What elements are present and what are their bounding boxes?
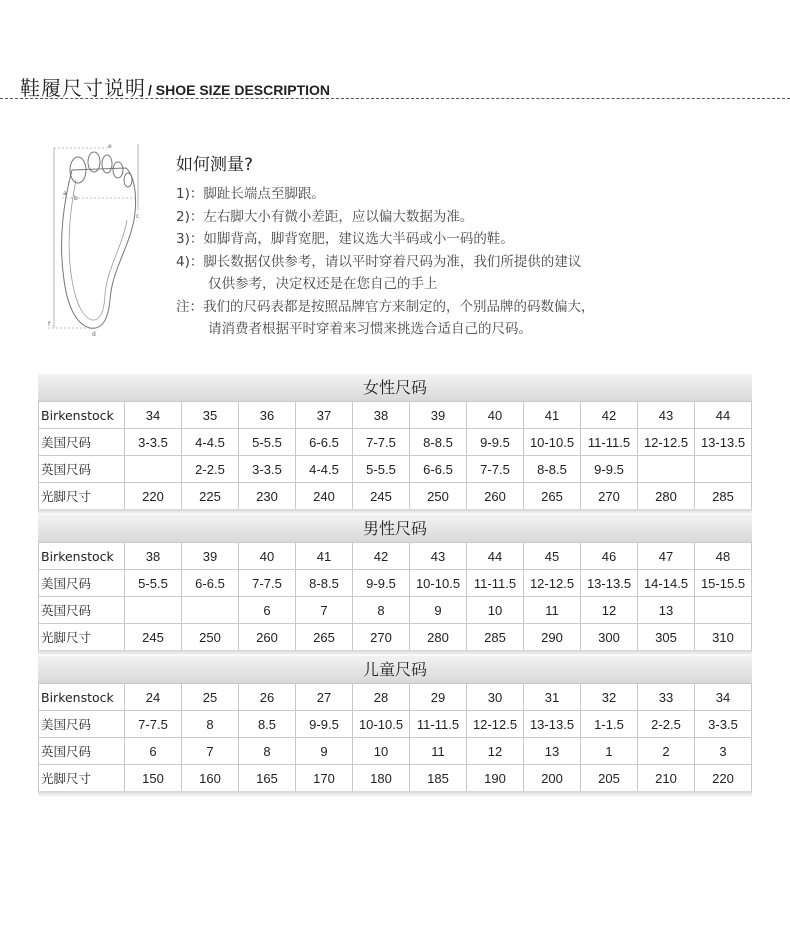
table-cell: 160 — [182, 765, 239, 792]
table-cell: 8-8.5 — [524, 456, 581, 483]
table-cell: 250 — [182, 624, 239, 651]
table-cell: 6 — [239, 597, 296, 624]
table-cell: 4-4.5 — [296, 456, 353, 483]
table-cell — [695, 456, 752, 483]
table-cell: 14-14.5 — [638, 570, 695, 597]
table-cell: 44 — [695, 402, 752, 429]
table-cell: 4-4.5 — [182, 429, 239, 456]
table-cell: 6 — [125, 738, 182, 765]
table-cell — [125, 456, 182, 483]
table-cell: 39 — [410, 402, 467, 429]
row-label: 光脚尺寸 — [39, 483, 125, 510]
table-cell: 34 — [125, 402, 182, 429]
table-cell: 10-10.5 — [524, 429, 581, 456]
table-cell: 25 — [182, 684, 239, 711]
foot-label-a: a — [63, 190, 67, 197]
table-cell: 10 — [467, 597, 524, 624]
table-cell: 38 — [125, 543, 182, 570]
table-cell: 9-9.5 — [467, 429, 524, 456]
table-cell: 245 — [125, 624, 182, 651]
table-cell: 260 — [239, 624, 296, 651]
table-cell: 9-9.5 — [581, 456, 638, 483]
table-cell: 11 — [524, 597, 581, 624]
table-cell: 8.5 — [239, 711, 296, 738]
table-cell: 2-2.5 — [638, 711, 695, 738]
table-cell: 8 — [182, 711, 239, 738]
table-cell: 150 — [125, 765, 182, 792]
foot-label-b: b — [74, 195, 78, 202]
table-cell: 210 — [638, 765, 695, 792]
table-cell: 220 — [125, 483, 182, 510]
table-cell: 13 — [524, 738, 581, 765]
table-cell: 205 — [581, 765, 638, 792]
table-row — [39, 483, 752, 510]
table-cell: 240 — [296, 483, 353, 510]
table-cell: 260 — [467, 483, 524, 510]
table-cell: 3 — [695, 738, 752, 765]
header-title-cn: 鞋履尺寸说明 — [20, 76, 146, 100]
table-cell: 180 — [353, 765, 410, 792]
table-cell: 43 — [638, 402, 695, 429]
table-cell: 30 — [467, 684, 524, 711]
table-cell: 33 — [638, 684, 695, 711]
table-cell: 13 — [638, 597, 695, 624]
men-size-table — [38, 542, 752, 651]
table-cell: 34 — [695, 684, 752, 711]
table-cell: 5-5.5 — [239, 429, 296, 456]
table-row — [39, 684, 752, 711]
table-cell: 26 — [239, 684, 296, 711]
table-cell: 47 — [638, 543, 695, 570]
table-cell: 13-13.5 — [524, 711, 581, 738]
table-cell: 8-8.5 — [296, 570, 353, 597]
row-label: 美国尺码 — [39, 711, 125, 738]
table-cell: 27 — [296, 684, 353, 711]
table-cell: 13-13.5 — [695, 429, 752, 456]
table-cell: 8 — [353, 597, 410, 624]
measure-instructions — [176, 150, 776, 341]
table-cell: 220 — [695, 765, 752, 792]
table-cell: 7-7.5 — [125, 711, 182, 738]
women-size-section — [38, 374, 752, 510]
table-cell: 10-10.5 — [353, 711, 410, 738]
table-cell: 170 — [296, 765, 353, 792]
table-cell: 44 — [467, 543, 524, 570]
table-cell: 12-12.5 — [467, 711, 524, 738]
table-cell: 270 — [581, 483, 638, 510]
table-cell: 32 — [581, 684, 638, 711]
table-cell: 12-12.5 — [524, 570, 581, 597]
page-header — [20, 72, 330, 101]
table-cell: 280 — [638, 483, 695, 510]
row-label: 英国尺码 — [39, 597, 125, 624]
table-cell: 42 — [581, 402, 638, 429]
table-cell: 45 — [524, 543, 581, 570]
women-size-table — [38, 401, 752, 510]
table-cell: 46 — [581, 543, 638, 570]
table-cell: 225 — [182, 483, 239, 510]
table-cell: 230 — [239, 483, 296, 510]
row-label: 英国尺码 — [39, 456, 125, 483]
table-cell: 48 — [695, 543, 752, 570]
table-row — [39, 543, 752, 570]
foot-label-e: e — [108, 143, 112, 150]
table-row — [39, 429, 752, 456]
table-cell: 1 — [581, 738, 638, 765]
table-row — [39, 765, 752, 792]
table-cell: 35 — [182, 402, 239, 429]
measure-line: 1)：脚趾长端点至脚跟。 — [176, 186, 325, 202]
table-cell: 31 — [524, 684, 581, 711]
table-cell: 6-6.5 — [410, 456, 467, 483]
table-cell: 5-5.5 — [353, 456, 410, 483]
row-label: 光脚尺寸 — [39, 624, 125, 651]
table-row — [39, 624, 752, 651]
foot-label-f: f — [48, 321, 51, 328]
table-cell: 28 — [353, 684, 410, 711]
women-table-title: 女性尺码 — [38, 374, 752, 401]
table-row — [39, 711, 752, 738]
foot-label-d: d — [92, 331, 96, 338]
table-cell: 265 — [296, 624, 353, 651]
table-cell: 200 — [524, 765, 581, 792]
table-cell: 11-11.5 — [467, 570, 524, 597]
header-divider — [0, 98, 790, 99]
table-cell: 13-13.5 — [581, 570, 638, 597]
table-cell: 37 — [296, 402, 353, 429]
table-cell: 2-2.5 — [182, 456, 239, 483]
table-cell: 40 — [239, 543, 296, 570]
table-cell: 3-3.5 — [695, 711, 752, 738]
measure-line: 请消费者根据平时穿着来习惯来挑选合适自己的尺码。 — [208, 321, 532, 337]
table-cell — [125, 597, 182, 624]
table-cell: 40 — [467, 402, 524, 429]
table-cell: 280 — [410, 624, 467, 651]
table-cell: 6-6.5 — [296, 429, 353, 456]
table-cell: 43 — [410, 543, 467, 570]
table-cell: 9 — [410, 597, 467, 624]
table-cell: 9-9.5 — [296, 711, 353, 738]
measure-line: 注：我们的尺码表都是按照品牌官方来制定的，个别品牌的码数偏大， — [176, 298, 595, 315]
table-cell: 24 — [125, 684, 182, 711]
table-cell: 300 — [581, 624, 638, 651]
table-cell — [695, 597, 752, 624]
measure-line: 仅供参考，决定权还是在您自己的手上 — [208, 276, 438, 292]
table-cell: 15-15.5 — [695, 570, 752, 597]
measure-title: 如何测量? — [176, 155, 254, 175]
table-cell: 7 — [296, 597, 353, 624]
table-cell: 11 — [410, 738, 467, 765]
row-label: Birkenstock — [39, 684, 125, 711]
table-cell: 185 — [410, 765, 467, 792]
table-cell: 7-7.5 — [467, 456, 524, 483]
table-cell: 310 — [695, 624, 752, 651]
table-cell: 9 — [296, 738, 353, 765]
table-cell: 3-3.5 — [125, 429, 182, 456]
table-cell: 8-8.5 — [410, 429, 467, 456]
table-row — [39, 597, 752, 624]
table-cell: 250 — [410, 483, 467, 510]
foot-diagram-icon — [44, 140, 152, 340]
measure-line: 3)：如脚背高，脚背宽肥，建议选大半码或小一码的鞋。 — [176, 231, 514, 247]
table-cell: 36 — [239, 402, 296, 429]
measure-line: 2)：左右脚大小有微小差距，应以偏大数据为准。 — [176, 208, 474, 225]
table-cell: 12 — [467, 738, 524, 765]
table-cell: 6-6.5 — [182, 570, 239, 597]
table-cell: 305 — [638, 624, 695, 651]
table-cell: 41 — [296, 543, 353, 570]
foot-label-c: c — [136, 213, 140, 220]
table-row — [39, 570, 752, 597]
table-cell: 285 — [467, 624, 524, 651]
table-cell: 11-11.5 — [581, 429, 638, 456]
table-cell: 42 — [353, 543, 410, 570]
measure-line: 4)：脚长数据仅供参考，请以平时穿着尺码为准，我们所提供的建议 — [176, 253, 582, 270]
table-cell: 5-5.5 — [125, 570, 182, 597]
row-label: 英国尺码 — [39, 738, 125, 765]
table-cell: 7 — [182, 738, 239, 765]
table-cell: 270 — [353, 624, 410, 651]
table-cell: 3-3.5 — [239, 456, 296, 483]
table-cell: 8 — [239, 738, 296, 765]
table-cell: 29 — [410, 684, 467, 711]
row-label: 美国尺码 — [39, 570, 125, 597]
table-cell: 285 — [695, 483, 752, 510]
table-cell: 2 — [638, 738, 695, 765]
kids-size-section — [38, 656, 752, 792]
table-cell: 12-12.5 — [638, 429, 695, 456]
table-cell: 1-1.5 — [581, 711, 638, 738]
table-cell: 190 — [467, 765, 524, 792]
table-cell: 265 — [524, 483, 581, 510]
table-cell: 41 — [524, 402, 581, 429]
row-label: Birkenstock — [39, 402, 125, 429]
table-row — [39, 456, 752, 483]
table-cell: 10 — [353, 738, 410, 765]
table-cell: 12 — [581, 597, 638, 624]
men-size-section — [38, 515, 752, 651]
table-cell: 7-7.5 — [239, 570, 296, 597]
table-cell — [182, 597, 239, 624]
table-cell: 245 — [353, 483, 410, 510]
kids-size-table — [38, 683, 752, 792]
table-cell: 290 — [524, 624, 581, 651]
table-cell: 11-11.5 — [410, 711, 467, 738]
table-row — [39, 402, 752, 429]
men-table-title: 男性尺码 — [38, 515, 752, 542]
table-cell: 38 — [353, 402, 410, 429]
table-cell: 10-10.5 — [410, 570, 467, 597]
row-label: 光脚尺寸 — [39, 765, 125, 792]
table-cell: 9-9.5 — [353, 570, 410, 597]
table-cell: 39 — [182, 543, 239, 570]
header-title-en: / SHOE SIZE DESCRIPTION — [148, 82, 331, 98]
section-separator — [38, 791, 752, 797]
row-label: Birkenstock — [39, 543, 125, 570]
row-label: 美国尺码 — [39, 429, 125, 456]
kids-table-title: 儿童尺码 — [38, 656, 752, 683]
table-cell: 7-7.5 — [353, 429, 410, 456]
table-row — [39, 738, 752, 765]
table-cell: 165 — [239, 765, 296, 792]
table-cell — [638, 456, 695, 483]
